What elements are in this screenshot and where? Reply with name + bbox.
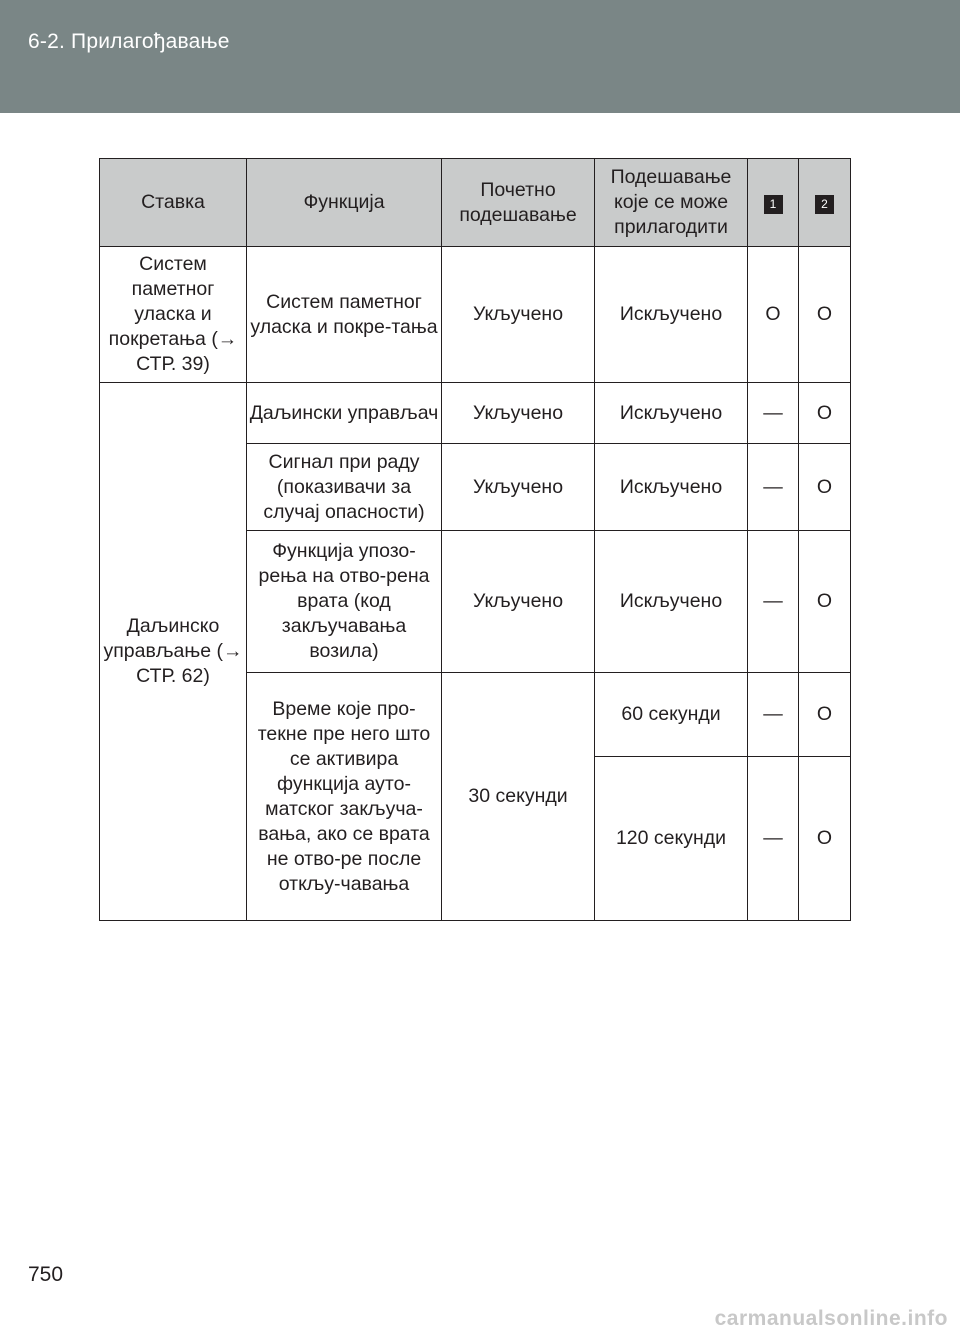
column-header-default: Почетно подешавање <box>442 159 595 247</box>
default-cell: Укључено <box>442 531 595 673</box>
column-header-badge-1 <box>748 159 799 247</box>
setting-2-cell: O <box>799 531 851 673</box>
setting-1-cell: — <box>748 673 799 757</box>
setting-2-cell: O <box>799 444 851 531</box>
setting-2-cell: O <box>799 247 851 383</box>
item-cell: Даљинско управљање (→ СТР. 62) <box>100 383 247 921</box>
function-cell: Функција упозо-рења на отво-рена врата (код закључавања возила) <box>247 531 442 673</box>
customizable-cell: Искључено <box>595 531 748 673</box>
default-cell: 30 секунди <box>442 673 595 921</box>
customization-table <box>99 158 851 921</box>
table-header-row <box>100 159 851 247</box>
setting-1-cell: — <box>748 383 799 444</box>
customizable-cell: 60 секунди <box>595 673 748 757</box>
setting-1-cell: — <box>748 444 799 531</box>
default-cell: Укључено <box>442 444 595 531</box>
column-header-badge-2 <box>799 159 851 247</box>
column-header-function: Функција <box>247 159 442 247</box>
function-cell: Сигнал при раду (показивачи за случај опасности) <box>247 444 442 531</box>
header-bar <box>0 0 960 113</box>
function-cell: Даљински управљач <box>247 383 442 444</box>
function-cell: Систем паметног уласка и покре-тања <box>247 247 442 383</box>
setting-2-cell: O <box>799 673 851 757</box>
table-row <box>100 247 851 383</box>
customizable-cell: Искључено <box>595 247 748 383</box>
customizable-cell: Искључено <box>595 444 748 531</box>
default-cell: Укључено <box>442 383 595 444</box>
badge-1: 1 <box>764 195 783 214</box>
setting-1-cell: O <box>748 247 799 383</box>
column-header-item: Ставка <box>100 159 247 247</box>
badge-2: 2 <box>815 195 834 214</box>
page-number: 750 <box>28 1263 64 1286</box>
customizable-cell: Искључено <box>595 383 748 444</box>
item-cell: Систем паметног уласка и покретања (→ СТР. 39) <box>100 247 247 383</box>
column-header-customizable: Подешавање које се може прилагодити <box>595 159 748 247</box>
default-cell: Укључено <box>442 247 595 383</box>
setting-2-cell: O <box>799 757 851 921</box>
customizable-cell: 120 секунди <box>595 757 748 921</box>
table-row <box>100 383 851 444</box>
setting-1-cell: — <box>748 757 799 921</box>
watermark: carmanualsonline.info <box>714 1307 948 1330</box>
setting-2-cell: O <box>799 383 851 444</box>
function-cell: Време које про-текне пре него што се активира функција ауто-матског закључа-вања, ако се врата не отво-ре после откљу-чавања <box>247 673 442 921</box>
section-title: 6-2. Прилагођавање <box>28 30 230 53</box>
setting-1-cell: — <box>748 531 799 673</box>
